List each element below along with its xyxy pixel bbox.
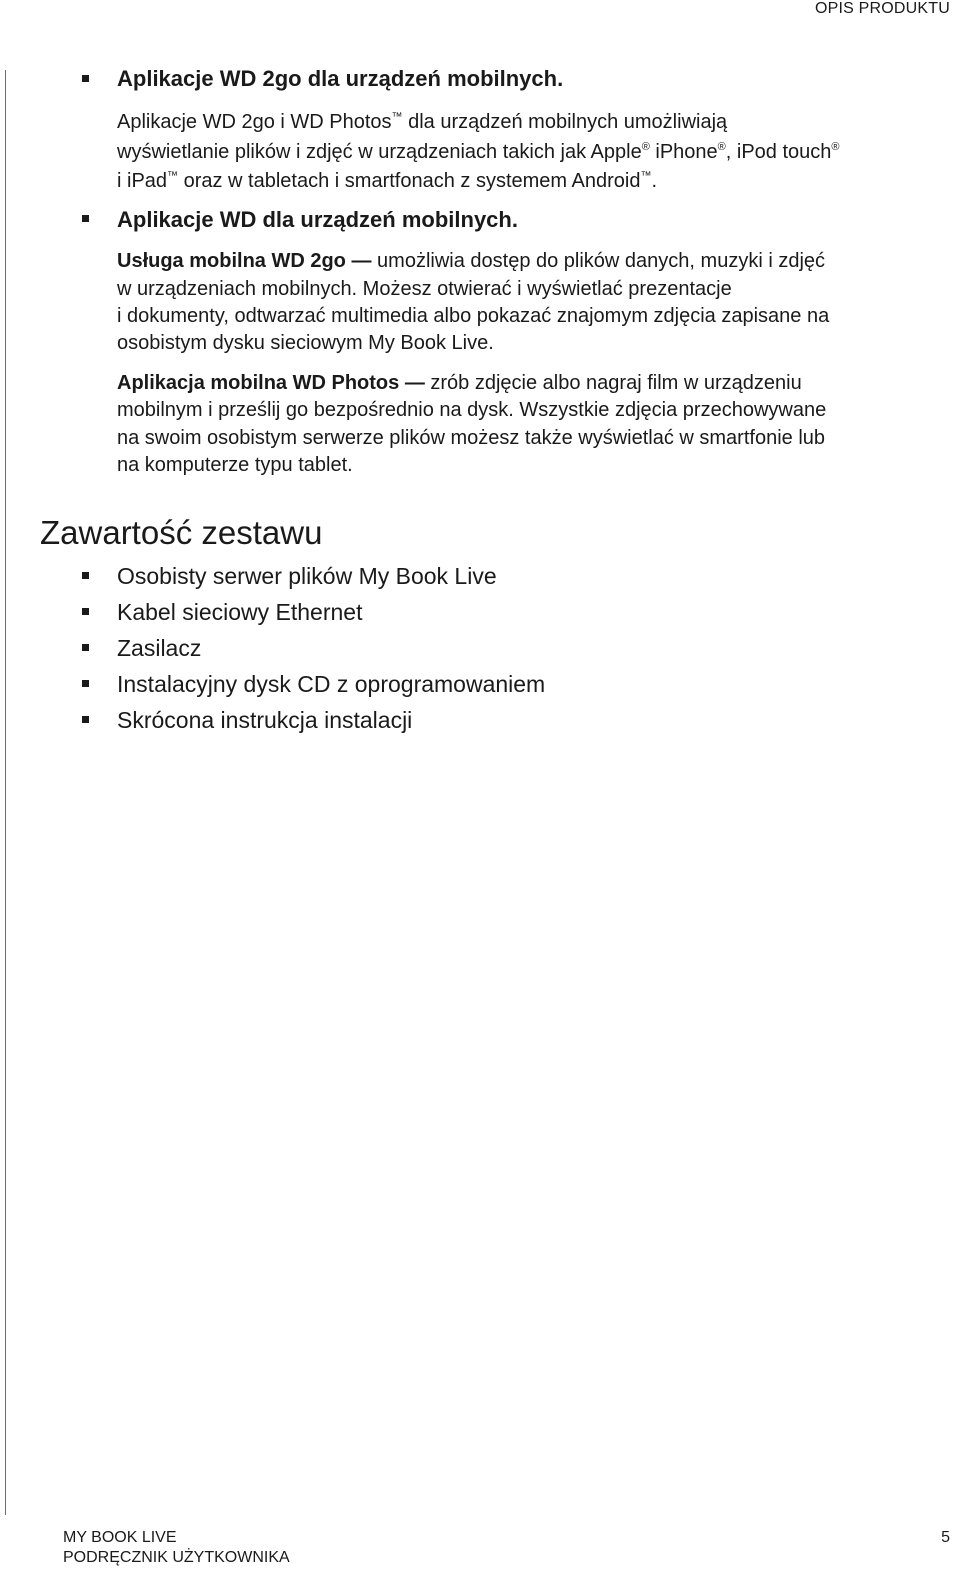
text-fragment: wyświetlanie plików i zdjęć w urządzeniach takich jak Apple [117, 141, 642, 163]
kit-contents-heading: Zawartość zestawu [40, 514, 323, 551]
registered-symbol: ® [831, 141, 840, 153]
paragraph-line: na komputerze typu tablet. [117, 454, 353, 476]
footer-product-name: MY BOOK LIVE [63, 1529, 177, 1546]
trademark-symbol: ™ [167, 170, 179, 182]
text-fragment: umożliwia dostęp do plików danych, muzyki i zdjęć [377, 250, 826, 272]
left-margin-rule [5, 70, 6, 1515]
text-fragment: iPhone [649, 141, 718, 163]
paragraph-line [117, 275, 732, 303]
paragraph-line [117, 396, 826, 424]
text-fragment: zrób zdjęcie albo nagraj film w urządzeniu [430, 372, 802, 394]
paragraph-line [117, 247, 825, 275]
em-dash: — [399, 372, 431, 394]
bullet-marker [82, 716, 89, 723]
text-fragment: mobilnym i prześlij go bezpośrednio na dysk. [117, 399, 514, 421]
text-fragment: Aplikacje WD 2go i WD Photos [117, 111, 392, 133]
section-title-wd2go: Aplikacje WD 2go dla urządzeń mobilnych. [117, 66, 564, 91]
text-fragment: oraz w tabletach i smartfonach z systemem Android [178, 170, 641, 192]
kit-list-item: Instalacyjny dysk CD z oprogramowaniem [117, 671, 546, 697]
page-number: 5 [941, 1529, 950, 1546]
registered-symbol: ® [641, 141, 650, 153]
kit-list-item: Zasilacz [117, 635, 202, 661]
kit-list-item: Kabel sieciowy Ethernet [117, 599, 363, 625]
bold-lead: Aplikacja mobilna WD Photos [117, 372, 400, 394]
paragraph-line [117, 138, 840, 166]
paragraph-line [117, 167, 657, 195]
text-fragment: dla urządzeń mobilnych umożliwiają [402, 111, 728, 133]
text-fragment: i iPad [117, 170, 168, 192]
section-header-label: OPIS PRODUKTU [814, 0, 950, 17]
paragraph-line: i dokumenty, odtwarzać multimedia albo pokazać znajomym zdjęcia zapisane na [117, 305, 830, 327]
section-title-wd-mobile: Aplikacje WD dla urządzeń mobilnych. [117, 207, 518, 232]
registered-symbol: ® [717, 141, 726, 153]
footer-manual-title: PODRĘCZNIK UŻYTKOWNIKA [63, 1549, 290, 1566]
trademark-symbol: ™ [391, 111, 403, 123]
bullet-marker [82, 215, 89, 222]
paragraph-line: na swoim osobistym serwerze plików możesz także wyświetlać w smartfonie lub [117, 427, 826, 449]
text-fragment: Możesz otwierać i wyświetlać prezentacje [357, 278, 732, 300]
em-dash: — [345, 250, 378, 272]
kit-list-item: Osobisty serwer plików My Book Live [117, 563, 497, 589]
bullet-marker [82, 608, 89, 615]
kit-list-item: Skrócona instrukcja instalacji [117, 707, 413, 733]
paragraph-line [117, 108, 727, 136]
text-fragment: Wszystkie zdjęcia przechowywane [513, 399, 827, 421]
bullet-marker [82, 572, 89, 579]
bullet-marker [82, 680, 89, 687]
paragraph-line [117, 369, 802, 397]
text-fragment: w urządzeniach mobilnych. [117, 278, 358, 300]
bullet-marker [82, 75, 89, 82]
text-fragment: . [651, 170, 658, 192]
bold-lead: Usługa mobilna WD 2go [117, 250, 346, 272]
paragraph-line: osobistym dysku sieciowym My Book Live. [117, 332, 494, 354]
trademark-symbol: ™ [640, 170, 652, 182]
text-fragment: , iPod touch [725, 141, 832, 163]
bullet-marker [82, 644, 89, 651]
